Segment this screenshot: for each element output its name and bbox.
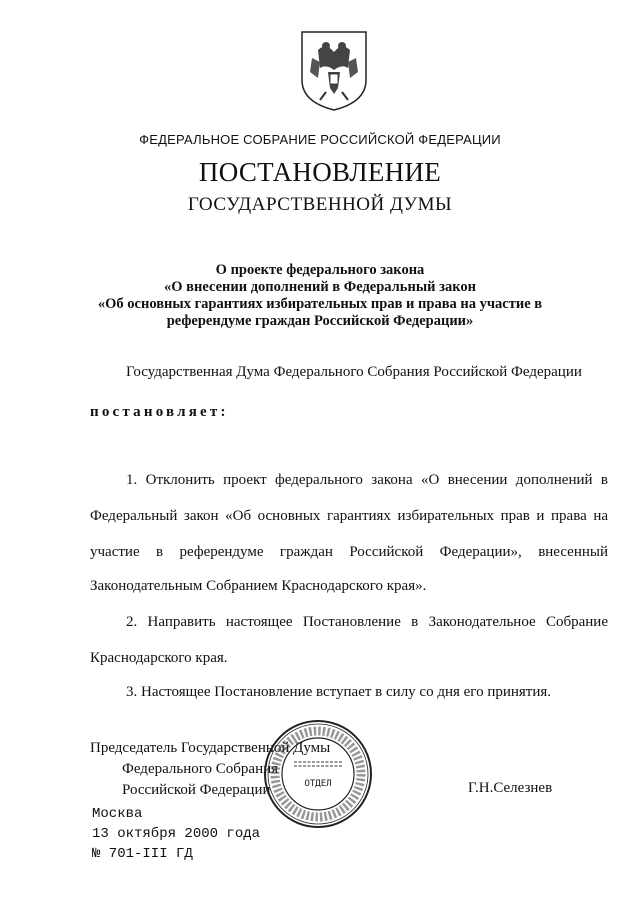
document-title (0, 262, 640, 330)
item2-line: Краснодарского края. (90, 650, 228, 666)
organization-heading: ФЕДЕРАЛЬНОЕ СОБРАНИЕ РОССИЙСКОЙ ФЕДЕРАЦИИ (139, 132, 501, 147)
title-line: «Об основных гарантиях избирательных прав и права на участие в (97, 296, 543, 312)
item1-line: 1. Отклонить проект федерального закона «О внесении дополнений в (126, 472, 608, 488)
position-line: Председатель Государственной Думы (90, 740, 331, 756)
signer-name: Г.Н.Селезнев (468, 780, 553, 796)
item2-line: 2. Направить настоящее Постановление в Законодательное Собрание (126, 614, 608, 630)
coat-of-arms-icon (298, 28, 370, 112)
document-date: 13 октября 2000 года (92, 826, 261, 842)
position-line: Федерального Собрания (122, 761, 279, 777)
resolves-word: постановляет: (90, 404, 229, 420)
city-label: Москва (92, 806, 143, 822)
title-line: «О внесении дополнений в Федеральный закон (164, 279, 476, 295)
item1-line: Федеральный закон «Об основных гарантиях избирательных прав и права на (90, 508, 608, 524)
intro-paragraph: Государственная Дума Федерального Собрания Российской Федерации (126, 364, 582, 380)
issuing-body-heading: ГОСУДАРСТВЕННОЙ ДУМЫ (187, 194, 453, 215)
official-stamp-icon (262, 718, 374, 830)
item1-line: участие в референдуме граждан Российской Федерации», внесенный (90, 544, 608, 560)
title-line: О проекте федерального закона (215, 262, 425, 278)
item3-paragraph: 3. Настоящее Постановление вступает в силу со дня его принятия. (126, 684, 552, 700)
position-line: Российской Федерации (122, 782, 271, 798)
title-line: референдуме граждан Российской Федерации» (166, 313, 474, 329)
item1-line: Законодательным Собранием Краснодарского края». (90, 578, 427, 594)
document-number: № 701-III ГД (92, 846, 193, 862)
stamp-center-text: ОТДЕЛ (304, 779, 332, 789)
document-type-heading: ПОСТАНОВЛЕНИЕ (198, 157, 442, 187)
